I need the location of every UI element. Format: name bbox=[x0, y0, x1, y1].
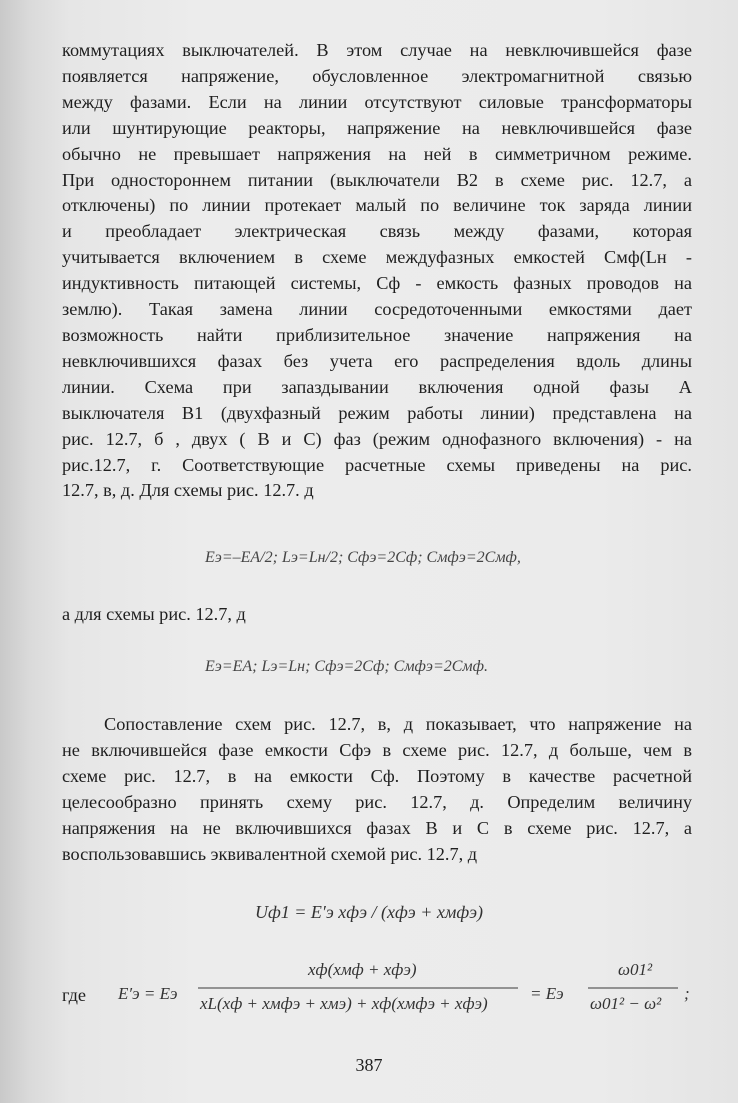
formula-e-end: ; bbox=[684, 984, 690, 1003]
formula-e-lhs: E′э = Eэ bbox=[118, 984, 178, 1003]
formula-1: Eэ=–EA/2; Lэ=Lн/2; Cфэ=2Cф; Cмфэ=2Cмф, bbox=[205, 549, 521, 566]
text-line: целесообразно принять схему рис. 12.7, д. Определим величину bbox=[62, 791, 692, 812]
text-line: невключившихся фазах без учета его распределения вдоль длины bbox=[62, 350, 692, 371]
text-line: обычно не превышает напряжения на ней в симметричном режиме. bbox=[62, 143, 692, 164]
text-line: линии. Схема при запаздывании включения одной фазы A bbox=[62, 376, 692, 397]
fraction-bar bbox=[198, 986, 518, 990]
text-line: схеме рис. 12.7, в на емкости Cф. Поэтому в качестве расчетной bbox=[62, 765, 692, 786]
text-line: выключателя B1 (двухфазный режим работы линии) представлена на bbox=[62, 402, 692, 423]
text-line: рис.12.7, г. Соответствующие расчетные схемы приведены на рис. bbox=[62, 454, 692, 475]
text-line: возможность найти приблизительное значение напряжения на bbox=[62, 324, 692, 345]
formula-e-right-numerator: ω01² bbox=[618, 960, 653, 979]
text-line: Сопоставление схем рис. 12.7, в, д показывает, что напряжение на bbox=[104, 714, 692, 734]
where-label: где bbox=[62, 985, 87, 1005]
formula-u: Uф1 = E′э xфэ / (xфэ + xмфэ) bbox=[255, 902, 484, 922]
text-line: или шунтирующие реакторы, напряжение на невключившейся фазе bbox=[62, 117, 692, 138]
text-line: рис. 12.7, б , двух ( B и C) фаз (режим однофазного включения) - на bbox=[62, 428, 692, 449]
text-line: учитывается включением в схеме междуфазных емкостей Cмф(Lн - bbox=[62, 247, 692, 268]
text-line: воспользовавшись эквивалентной схемой рис. 12.7, д bbox=[62, 843, 478, 864]
text-between: а для схемы рис. 12.7, д bbox=[62, 604, 246, 624]
page-number: 387 bbox=[355, 1055, 383, 1075]
formula-e-right-denominator: ω01² − ω² bbox=[590, 994, 662, 1013]
text-line: напряжения на не включившихся фазах B и C в схеме рис. 12.7, а bbox=[62, 817, 692, 838]
fraction-bar-right bbox=[588, 986, 678, 990]
text-line: индуктивность питающей системы, Cф - емкость фазных проводов на bbox=[62, 273, 692, 294]
formula-e-equivalent bbox=[118, 960, 698, 1030]
formula-e-numerator: xф(xмф + xфэ) bbox=[308, 960, 417, 979]
paragraph-1 bbox=[62, 38, 692, 504]
text-line: При одностороннем питании (выключатели B2 в схеме рис. 12.7, а bbox=[62, 169, 692, 190]
text-line: появляется напряжение, обусловленное электромагнитной связью bbox=[62, 65, 692, 86]
paragraph-2 bbox=[62, 712, 692, 867]
formula-2: Eэ=EA; Lэ=Lн; Cфэ=2Cф; Cмфэ=2Cмф. bbox=[205, 658, 488, 675]
text-line: не включившейся фазе емкости Cфэ в схеме рис. 12.7, д больше, чем в bbox=[62, 739, 692, 760]
text-line: коммутациях выключателей. В этом случае на невключившейся фазе bbox=[62, 40, 692, 60]
formula-e-denominator: xL(xф + xмфэ + xмэ) + xф(xмфэ + xфэ) bbox=[200, 994, 488, 1013]
text-line: между фазами. Если на линии отсутствуют силовые трансформаторы bbox=[62, 91, 692, 112]
text-line: землю). Такая замена линии сосредоточенными емкостями дает bbox=[62, 299, 692, 320]
text-line: 12.7, в, д. Для схемы рис. 12.7. д bbox=[62, 480, 314, 501]
text-line: и преобладает электрическая связь между фазами, которая bbox=[62, 221, 692, 242]
formula-e-mid: = Eэ bbox=[530, 984, 564, 1003]
text-line: отключены) по линии протекает малый по величине ток заряда линии bbox=[62, 195, 692, 216]
